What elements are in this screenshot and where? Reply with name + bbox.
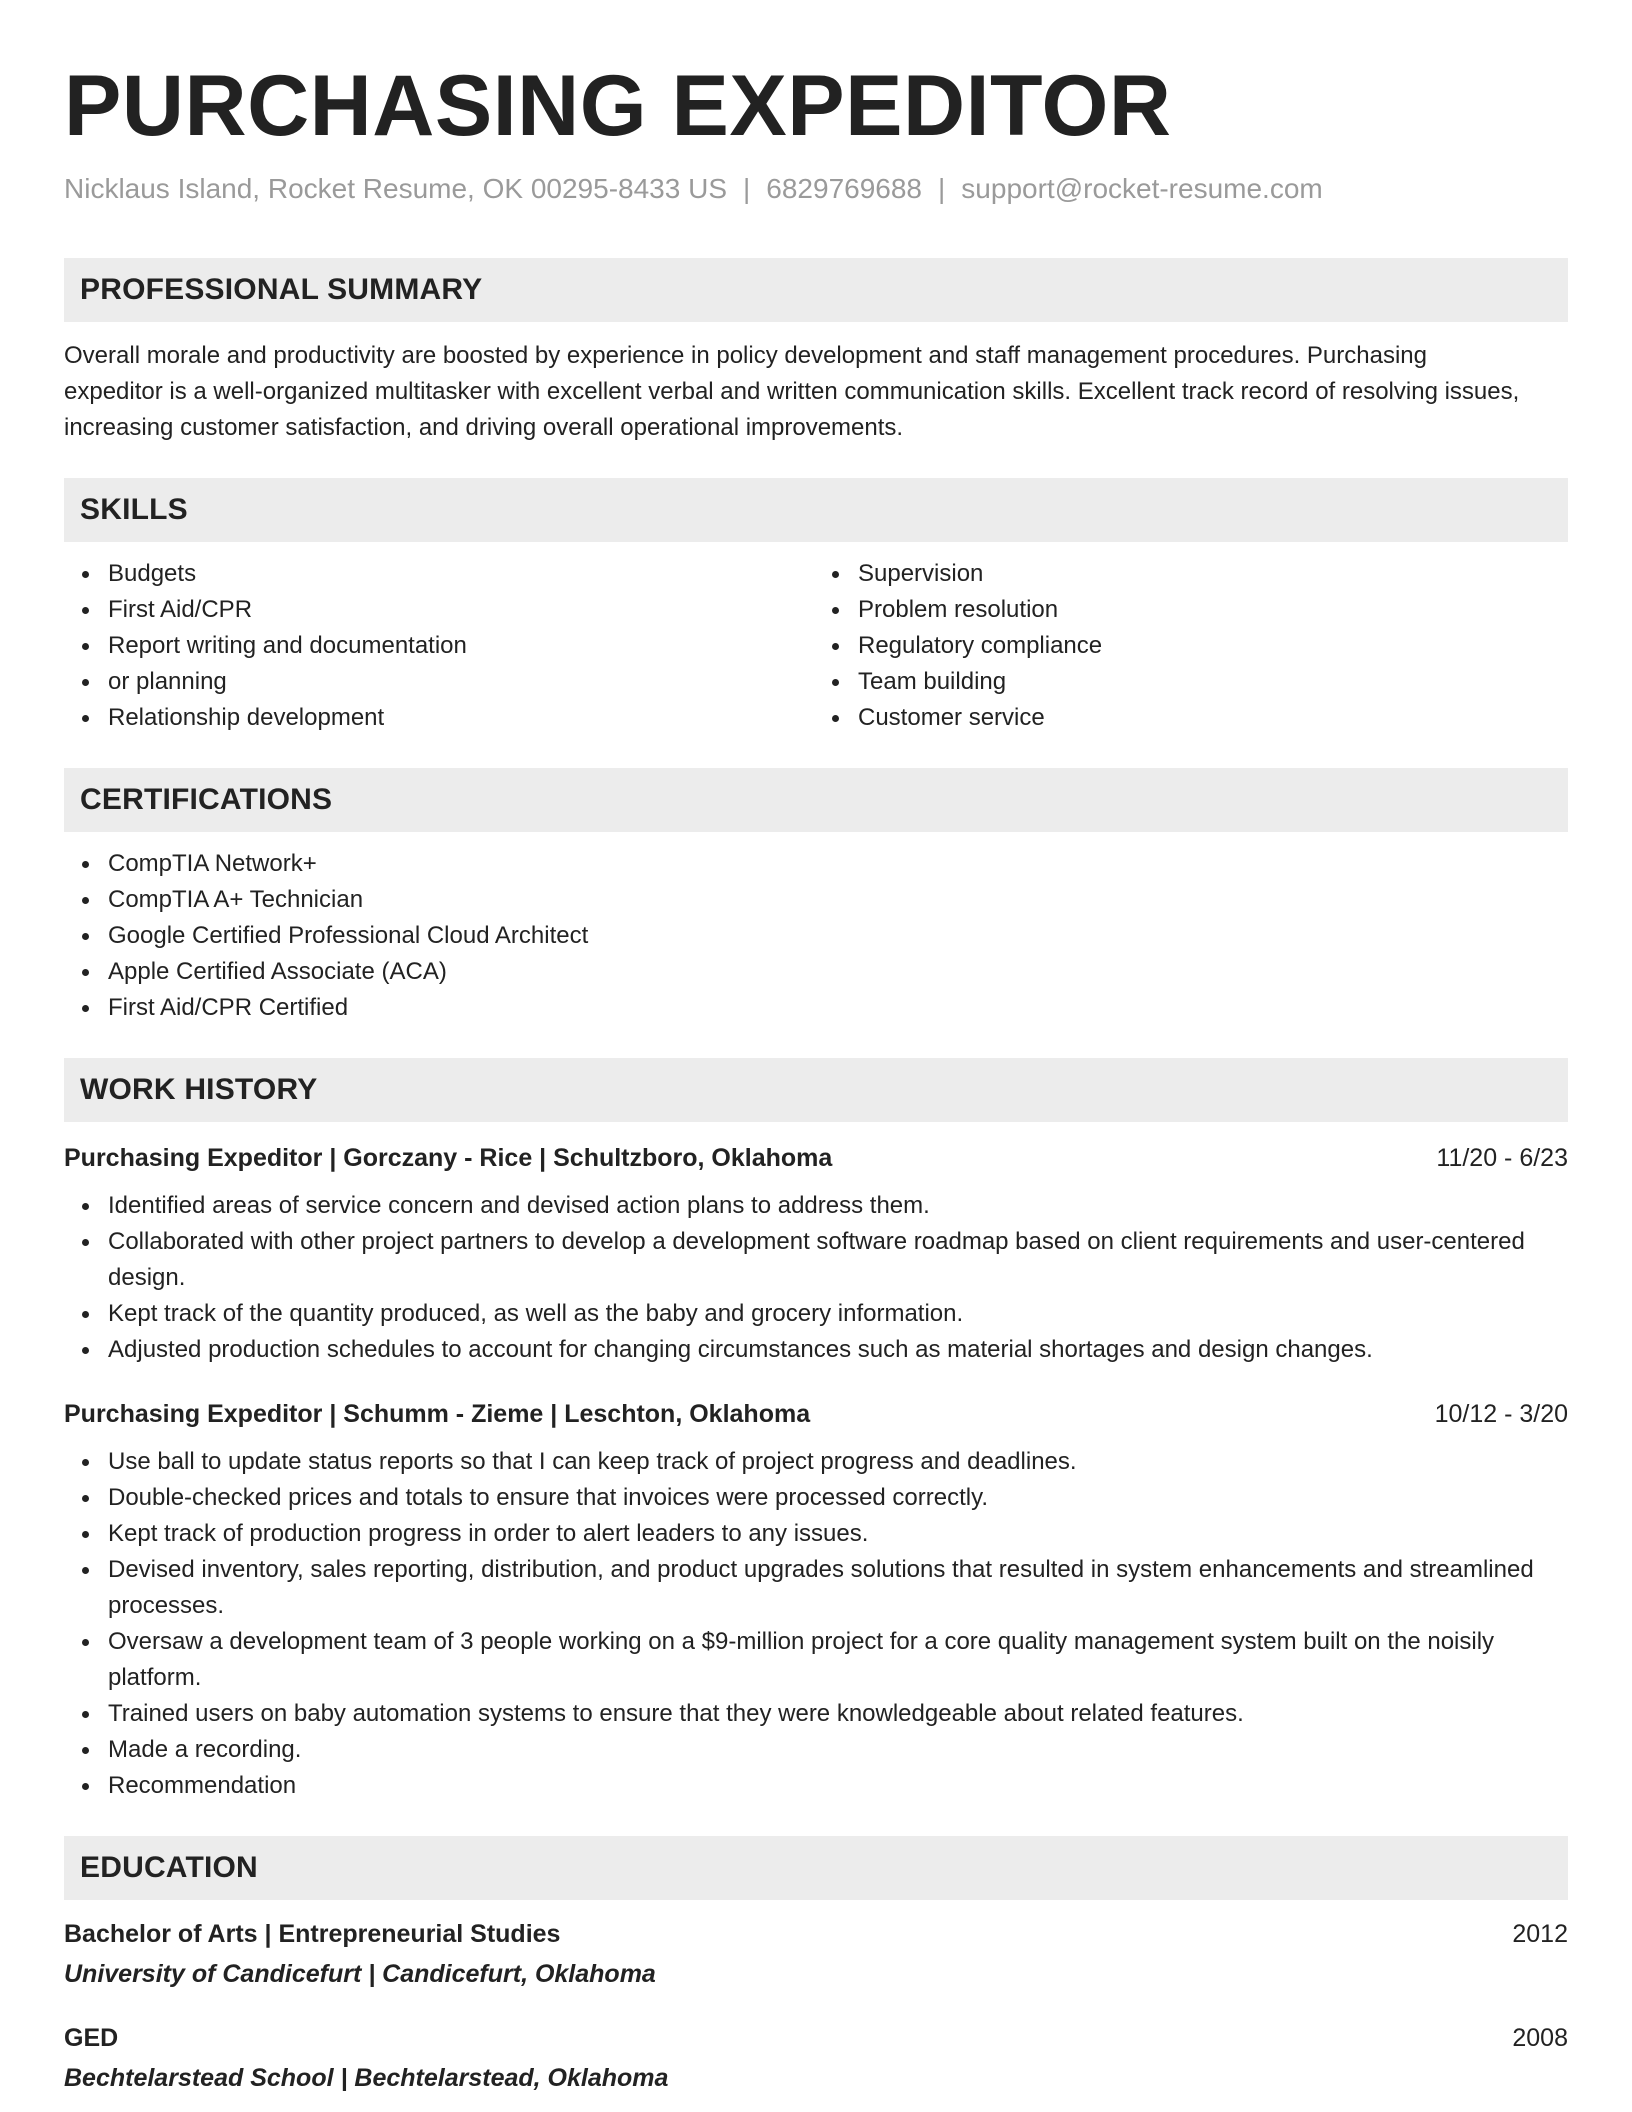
job-bullet: Collaborated with other project partners to develop a development software roadmap based on client requirements and user-centered design. (108, 1224, 1568, 1296)
education-school: Bechtelarstead School | Bechtelarstead, Oklahoma (64, 2064, 669, 2092)
education-school: University of Candicefurt | Candicefurt, Oklahoma (64, 1960, 656, 1988)
skill-item: or planning (108, 664, 816, 700)
section-heading-skills: SKILLS (64, 478, 1568, 542)
education-header (64, 1918, 1568, 1950)
section-heading-education: EDUCATION (64, 1836, 1568, 1900)
job-dates: 10/12 - 3/20 (1434, 1400, 1568, 1428)
job-dates: 11/20 - 6/23 (1436, 1144, 1568, 1172)
job-bullet: Double-checked prices and totals to ensure that invoices were processed correctly. (108, 1480, 1568, 1516)
section-heading-work-history: WORK HISTORY (64, 1058, 1568, 1122)
skill-item: Relationship development (108, 700, 816, 736)
section-heading-summary: PROFESSIONAL SUMMARY (64, 258, 1568, 322)
certification-item: CompTIA Network+ (108, 846, 1568, 882)
job-entry (64, 1398, 1568, 1804)
education-year: 2012 (1512, 1920, 1568, 1948)
contact-address: Nicklaus Island, Rocket Resume, OK 00295-8433 US (64, 173, 727, 204)
education-degree: Bachelor of Arts | Entrepreneurial Studies (64, 1920, 561, 1948)
job-bullet: Oversaw a development team of 3 people working on a $9-million project for a core quality management system built on the noisily platform. (108, 1624, 1568, 1696)
skill-item: Team building (858, 664, 1568, 700)
contact-separator: | (938, 173, 946, 204)
certifications-list (64, 846, 1568, 1026)
certification-item: CompTIA A+ Technician (108, 882, 1568, 918)
job-bullet: Adjusted production schedules to account for changing circumstances such as material shortages and design changes. (108, 1332, 1568, 1368)
resume-name: PURCHASING EXPEDITOR (64, 58, 1172, 154)
summary-text: Overall morale and productivity are boosted by experience in policy development and staff management procedures. Purchasing expeditor is a well-organized multitasker with excellent verbal and written communication skills. Excellent track record of resolving issues, increasing customer satisfaction, and driving overall operational improvements. (64, 342, 1520, 441)
job-bullet: Devised inventory, sales reporting, distribution, and product upgrades solutions that resulted in system enhancements and streamlined processes. (108, 1552, 1568, 1624)
job-bullet: Use ball to update status reports so that I can keep track of project progress and deadlines. (108, 1444, 1568, 1480)
skill-item: Regulatory compliance (858, 628, 1568, 664)
contact-separator: | (743, 173, 751, 204)
job-bullets (64, 1188, 1568, 1368)
job-bullet: Identified areas of service concern and devised action plans to address them. (108, 1188, 1568, 1224)
job-entry (64, 1142, 1568, 1368)
contact-phone[interactable]: 6829769688 (766, 173, 923, 204)
skills-list-left (64, 556, 816, 736)
job-header (64, 1142, 1568, 1174)
skills-grid (64, 556, 1568, 736)
education-degree: GED (64, 2024, 119, 2052)
skill-item: Customer service (858, 700, 1568, 736)
education-header (64, 2022, 1568, 2054)
skill-item: Budgets (108, 556, 816, 592)
job-header (64, 1398, 1568, 1430)
skill-item: Supervision (858, 556, 1568, 592)
skill-item: Problem resolution (858, 592, 1568, 628)
job-title: Purchasing Expeditor | Schumm - Zieme | Leschton, Oklahoma (64, 1400, 811, 1428)
job-title: Purchasing Expeditor | Gorczany - Rice | Schultzboro, Oklahoma (64, 1144, 833, 1172)
job-bullets (64, 1444, 1568, 1804)
job-bullet: Kept track of production progress in order to alert leaders to any issues. (108, 1516, 1568, 1552)
contact-email[interactable]: support@rocket-resume.com (961, 173, 1323, 204)
certification-item: First Aid/CPR Certified (108, 990, 1568, 1026)
education-entry (64, 2022, 1568, 2094)
skill-item: First Aid/CPR (108, 592, 816, 628)
contact-line (64, 172, 1568, 206)
skills-list-right (816, 556, 1568, 736)
certification-item: Google Certified Professional Cloud Architect (108, 918, 1568, 954)
job-bullet: Made a recording. (108, 1732, 1568, 1768)
section-heading-certifications: CERTIFICATIONS (64, 768, 1568, 832)
job-bullet: Trained users on baby automation systems to ensure that they were knowledgeable about related features. (108, 1696, 1568, 1732)
job-bullet: Kept track of the quantity produced, as well as the baby and grocery information. (108, 1296, 1568, 1332)
certification-item: Apple Certified Associate (ACA) (108, 954, 1568, 990)
education-year: 2008 (1512, 2024, 1568, 2052)
skill-item: Report writing and documentation (108, 628, 816, 664)
education-entry (64, 1918, 1568, 1990)
job-bullet: Recommendation (108, 1768, 1568, 1804)
